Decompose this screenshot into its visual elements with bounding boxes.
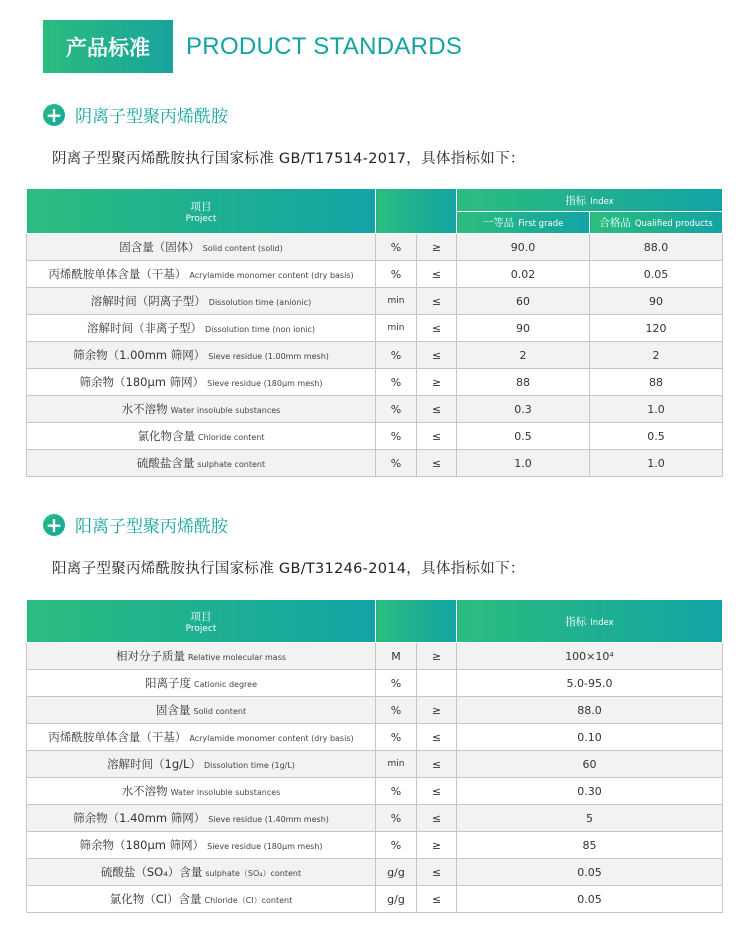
- item-en: Water insoluble substances: [170, 788, 281, 797]
- operator-cell: ≥: [417, 832, 457, 859]
- operator-cell: ≤: [417, 423, 457, 450]
- table-row: [27, 886, 723, 913]
- operator-cell: ≤: [417, 859, 457, 886]
- table-row: [27, 450, 723, 477]
- operator-cell: ≤: [417, 342, 457, 369]
- first-grade-value: 0.3: [457, 396, 590, 423]
- section2-title: 阳离子型聚丙烯酰胺: [75, 517, 228, 537]
- operator-cell: ≥: [417, 697, 457, 724]
- operator-cell: ≤: [417, 778, 457, 805]
- operator-cell: ≤: [417, 396, 457, 423]
- table-row: [27, 261, 723, 288]
- section2-intro: 阳离子型聚丙烯酰胺执行国家标准 GB/T31246-2014，具体指标如下：: [52, 561, 525, 577]
- section1-intro: 阴离子型聚丙烯酰胺执行国家标准 GB/T17514-2017，具体指标如下：: [52, 151, 525, 167]
- qualified-value: 1.0: [590, 450, 723, 477]
- item-cell: [27, 315, 376, 342]
- item-cell: [27, 697, 376, 724]
- header-first-grade-en: First grade: [518, 219, 564, 229]
- item-en: Cationic degree: [193, 680, 257, 689]
- operator-cell: ≥: [417, 643, 457, 670]
- header-index: [457, 600, 723, 643]
- item-cn: 固含量: [155, 703, 191, 717]
- item-cell: [27, 342, 376, 369]
- header-title-cn: 产品标准: [43, 20, 173, 73]
- index-value: 0.05: [457, 886, 723, 913]
- item-en: Sieve residue (180μm mesh): [207, 379, 323, 388]
- operator-cell: ≥: [417, 369, 457, 396]
- index-value: 85: [457, 832, 723, 859]
- qualified-value: 1.0: [590, 396, 723, 423]
- table-row: [27, 859, 723, 886]
- unit-cell: %: [376, 423, 417, 450]
- unit-cell: %: [376, 342, 417, 369]
- qualified-value: 88: [590, 369, 723, 396]
- item-en: Solid content (solid): [202, 244, 283, 253]
- header-title-en: PRODUCT STANDARDS: [186, 32, 463, 60]
- header-project: [27, 189, 376, 234]
- unit-cell: %: [376, 805, 417, 832]
- item-cn: 溶解时间（1g/L）: [107, 757, 201, 771]
- item-cell: [27, 859, 376, 886]
- table-row: [27, 697, 723, 724]
- index-value: 0.10: [457, 724, 723, 751]
- table-row: [27, 805, 723, 832]
- item-en: Solid content: [193, 707, 247, 716]
- table-row: [27, 315, 723, 342]
- unit-cell: M: [376, 643, 417, 670]
- header-index-cn: 指标: [565, 615, 587, 628]
- header-unit-op: [376, 189, 457, 234]
- unit-cell: g/g: [376, 859, 417, 886]
- first-grade-value: 60: [457, 288, 590, 315]
- operator-cell: ≤: [417, 315, 457, 342]
- table-row: [27, 670, 723, 697]
- item-cell: [27, 751, 376, 778]
- unit-cell: min: [376, 288, 417, 315]
- index-value: 5.0-95.0: [457, 670, 723, 697]
- plus-icon: +: [43, 104, 65, 126]
- item-cell: [27, 450, 376, 477]
- operator-cell: ≤: [417, 261, 457, 288]
- header-project-cn: 项目: [190, 610, 212, 623]
- header-qualified-en: Qualified products: [634, 219, 713, 229]
- unit-cell: g/g: [376, 886, 417, 913]
- table-row: [27, 396, 723, 423]
- first-grade-value: 88: [457, 369, 590, 396]
- header-index-cn: 指标: [565, 194, 587, 207]
- item-cn: 溶解时间（阴离子型）: [90, 294, 206, 308]
- index-value: 88.0: [457, 697, 723, 724]
- item-cell: [27, 670, 376, 697]
- table-row: [27, 369, 723, 396]
- item-cn: 硫酸盐（SO₄）含量: [100, 865, 203, 879]
- qualified-value: 90: [590, 288, 723, 315]
- qualified-value: 88.0: [590, 234, 723, 261]
- header-first-grade: [457, 212, 590, 234]
- item-cn: 筛余物（180μm 筛网）: [79, 375, 205, 389]
- header-project-cn: 项目: [190, 200, 212, 213]
- header-qualified: [590, 212, 723, 234]
- item-cn: 氯化物含量: [137, 429, 196, 443]
- page-header: [43, 20, 462, 73]
- table-row: [27, 423, 723, 450]
- item-cell: [27, 423, 376, 450]
- header-index-en: Index: [590, 617, 614, 628]
- section2-heading: [43, 512, 228, 537]
- table-row: [27, 342, 723, 369]
- first-grade-value: 90.0: [457, 234, 590, 261]
- item-cn: 水不溶物: [121, 784, 168, 798]
- item-cell: [27, 778, 376, 805]
- unit-cell: %: [376, 234, 417, 261]
- operator-cell: ≤: [417, 886, 457, 913]
- unit-cell: %: [376, 832, 417, 859]
- item-cell: [27, 886, 376, 913]
- item-cell: [27, 832, 376, 859]
- item-cell: [27, 643, 376, 670]
- item-cn: 丙烯酰胺单体含量（干基）: [48, 267, 187, 281]
- item-en: Water insoluble substances: [170, 406, 281, 415]
- header-project-en: Project: [185, 623, 217, 634]
- item-cn: 丙烯酰胺单体含量（干基）: [48, 730, 187, 744]
- item-cell: [27, 234, 376, 261]
- table-row: [27, 832, 723, 859]
- header-project: [27, 600, 376, 643]
- item-cn: 固含量（固体）: [119, 240, 200, 254]
- item-cn: 阳离子度: [144, 676, 191, 690]
- index-value: 100×10⁴: [457, 643, 723, 670]
- table-row: [27, 643, 723, 670]
- operator-cell: ≤: [417, 805, 457, 832]
- item-en: Dissolution time (1g/L): [203, 761, 295, 770]
- operator-cell: ≤: [417, 288, 457, 315]
- cationic-standards-table: [26, 599, 723, 913]
- operator-cell: ≤: [417, 724, 457, 751]
- item-cell: [27, 261, 376, 288]
- item-cn: 筛余物（180μm 筛网）: [79, 838, 205, 852]
- item-cn: 硫酸盐含量: [136, 456, 195, 470]
- qualified-value: 0.05: [590, 261, 723, 288]
- header-unit-op: [376, 600, 457, 643]
- unit-cell: %: [376, 724, 417, 751]
- first-grade-value: 1.0: [457, 450, 590, 477]
- header-index: [457, 189, 723, 212]
- first-grade-value: 90: [457, 315, 590, 342]
- table-row: [27, 751, 723, 778]
- item-cell: [27, 724, 376, 751]
- unit-cell: min: [376, 315, 417, 342]
- operator-cell: ≥: [417, 234, 457, 261]
- header-project-en: Project: [185, 213, 217, 224]
- section1-title: 阴离子型聚丙烯酰胺: [75, 107, 228, 127]
- item-en: Sieve residue (180μm mesh): [207, 842, 323, 851]
- index-value: 5: [457, 805, 723, 832]
- item-en: Chloride（Cl）content: [204, 896, 293, 905]
- item-cell: [27, 396, 376, 423]
- item-cell: [27, 369, 376, 396]
- item-cell: [27, 288, 376, 315]
- unit-cell: %: [376, 670, 417, 697]
- unit-cell: %: [376, 450, 417, 477]
- index-value: 60: [457, 751, 723, 778]
- item-en: Relative molecular mass: [187, 653, 287, 662]
- header-qualified-cn: 合格品: [599, 217, 631, 229]
- item-en: Acrylamide monomer content (dry basis): [189, 734, 354, 743]
- header-first-grade-cn: 一等品: [482, 217, 515, 229]
- operator-cell: ≤: [417, 450, 457, 477]
- index-value: 0.05: [457, 859, 723, 886]
- first-grade-value: 2: [457, 342, 590, 369]
- table-row: [27, 778, 723, 805]
- item-en: Chloride content: [198, 433, 265, 442]
- table-row: [27, 234, 723, 261]
- item-cn: 氯化物（Cl）含量: [109, 892, 202, 906]
- item-cn: 相对分子质量: [115, 649, 185, 663]
- unit-cell: min: [376, 751, 417, 778]
- item-en: Dissolution time (anionic): [208, 298, 312, 307]
- operator-cell: [417, 670, 457, 697]
- qualified-value: 120: [590, 315, 723, 342]
- item-cn: 溶解时间（非离子型）: [86, 321, 202, 335]
- item-en: Sieve residue (1.00mm mesh): [208, 352, 329, 361]
- item-cell: [27, 805, 376, 832]
- item-en: Sieve residue (1.40mm mesh): [208, 815, 329, 824]
- item-cn: 水不溶物: [121, 402, 168, 416]
- item-cn: 筛余物（1.40mm 筛网）: [73, 811, 206, 825]
- table-row: [27, 288, 723, 315]
- section1-heading: [43, 102, 228, 127]
- header-index-en: Index: [590, 196, 614, 207]
- first-grade-value: 0.5: [457, 423, 590, 450]
- unit-cell: %: [376, 369, 417, 396]
- plus-icon: +: [43, 514, 65, 536]
- anionic-standards-table: [26, 188, 723, 477]
- item-en: Dissolution time (non ionic): [204, 325, 316, 334]
- first-grade-value: 0.02: [457, 261, 590, 288]
- table-row: [27, 724, 723, 751]
- unit-cell: %: [376, 396, 417, 423]
- index-value: 0.30: [457, 778, 723, 805]
- operator-cell: ≤: [417, 751, 457, 778]
- item-en: sulphate（SO₄）content: [205, 869, 302, 878]
- unit-cell: %: [376, 261, 417, 288]
- qualified-value: 0.5: [590, 423, 723, 450]
- qualified-value: 2: [590, 342, 723, 369]
- item-en: Acrylamide monomer content (dry basis): [189, 271, 354, 280]
- item-cn: 筛余物（1.00mm 筛网）: [73, 348, 206, 362]
- unit-cell: %: [376, 697, 417, 724]
- unit-cell: %: [376, 778, 417, 805]
- item-en: sulphate content: [197, 460, 266, 469]
